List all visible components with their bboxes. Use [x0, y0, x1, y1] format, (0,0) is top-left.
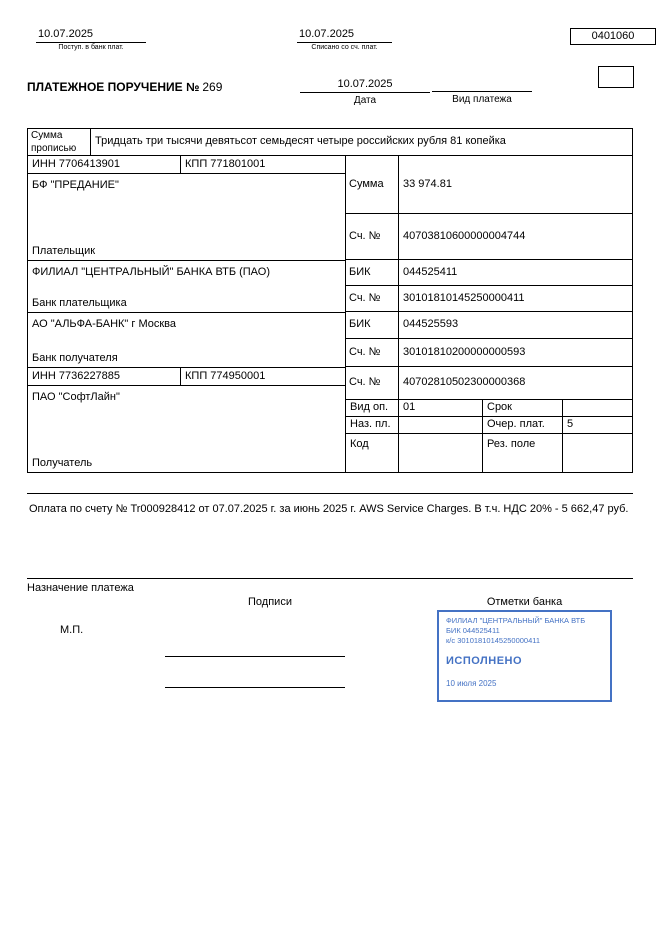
payer-bank-caption: Банк плательщика	[32, 296, 127, 309]
code-value	[399, 434, 483, 472]
payee-bank-cell	[28, 313, 345, 368]
payer-kpp: КПП 771801001	[185, 158, 266, 170]
bank-stamp	[437, 610, 612, 702]
received-date-field	[36, 28, 146, 53]
payee-account-label: Сч. №	[346, 367, 399, 399]
payee-caption: Получатель	[32, 456, 93, 469]
amount-in-words-label	[28, 129, 91, 155]
payment-kind-field	[432, 78, 532, 106]
bank-marks-caption: Отметки банка	[486, 596, 563, 608]
payee-bank-bik-label: БИК	[346, 312, 399, 338]
reserve-value	[563, 434, 632, 472]
purpose-text-block	[27, 493, 633, 518]
payer-bank-bik-row	[346, 260, 632, 286]
signature-line-2	[165, 687, 345, 688]
signatures-caption: Подписи	[248, 596, 292, 608]
debited-date-caption: Списано со сч. плат.	[311, 44, 378, 52]
amount-in-words-label-line2: прописью	[31, 142, 77, 154]
payer-inn: ИНН 7706413901	[28, 156, 181, 173]
purpose-code-value	[399, 417, 483, 433]
right-column	[346, 156, 632, 472]
purpose-text: Оплата по счету № Tr000928412 от 07.07.2025 г. за июнь 2025 г. AWS Service Charges. В т.ч. НДС 20% - 5 662,47 руб.	[29, 503, 629, 515]
title-date: 10.07.2025	[300, 78, 430, 93]
purpose-caption: Назначение платежа	[27, 582, 134, 594]
payer-bank-name: ФИЛИАЛ "ЦЕНТРАЛЬНЫЙ" БАНКА ВТБ (ПАО)	[32, 266, 270, 278]
payee-inn-kpp-row	[28, 368, 345, 386]
reserve-label: Рез. поле	[483, 434, 563, 472]
payee-name: ПАО "СофтЛайн"	[32, 391, 120, 403]
received-date: 10.07.2025	[36, 28, 146, 43]
stamp-corr-account: к/с 30101810145250000411	[446, 636, 541, 646]
payee-cell	[28, 386, 345, 472]
payment-kind-caption: Вид платежа	[452, 94, 512, 105]
main-table	[27, 155, 633, 473]
stamp-status: ИСПОЛНЕНО	[446, 655, 523, 668]
signature-line-1	[165, 656, 345, 657]
amount-in-words-row	[27, 128, 633, 156]
payer-account-row	[346, 214, 632, 260]
left-column	[28, 156, 346, 472]
mp-caption: М.П.	[60, 624, 84, 636]
purpose-code-label: Наз. пл.	[346, 417, 399, 433]
payee-bank-caption: Банк получателя	[32, 351, 118, 364]
op-kind-row	[346, 400, 632, 417]
amount-row	[346, 156, 632, 214]
op-kind-label: Вид оп.	[346, 400, 399, 416]
amount-in-words-label-line1: Сумма	[31, 130, 63, 141]
form-code-box	[570, 28, 656, 45]
received-date-caption: Поступ. в банк плат.	[58, 44, 124, 52]
term-value	[563, 400, 632, 416]
payer-bank-bik-label: БИК	[346, 260, 399, 285]
form-code: 0401060	[591, 30, 635, 42]
payee-bank-account-row	[346, 339, 632, 367]
payer-bank-cell	[28, 261, 345, 313]
payment-kind-value	[432, 78, 532, 92]
priority-value: 5	[567, 418, 574, 430]
payee-account-value: 40702810502300000368	[403, 376, 526, 389]
title-empty-box	[598, 66, 634, 88]
priority-label: Очер. плат.	[483, 417, 563, 433]
priority-row	[346, 417, 632, 434]
stamp-date: 10 июля 2025	[446, 678, 497, 688]
term-label: Срок	[483, 400, 563, 416]
payer-caption: Плательщик	[32, 244, 96, 257]
debited-date-field	[297, 28, 392, 53]
payee-account-row	[346, 367, 632, 400]
payer-cell	[28, 174, 345, 261]
debited-date: 10.07.2025	[297, 28, 392, 43]
payee-bank-name: АО "АЛЬФА-БАНК" г Москва	[32, 318, 176, 330]
payee-bank-account-value: 30101810200000000593	[403, 345, 526, 358]
document-number: 269	[202, 80, 223, 94]
payer-bank-account-value: 30101810145250000411	[403, 291, 525, 304]
title-date-field	[300, 78, 430, 107]
payee-kpp: КПП 774950001	[185, 370, 266, 382]
payee-bank-bik-row	[346, 312, 632, 339]
document-title	[27, 80, 222, 94]
payer-name: БФ "ПРЕДАНИЕ"	[32, 179, 119, 191]
payer-inn-kpp-row	[28, 156, 345, 174]
amount-in-words-value: Тридцать три тысячи девятьсот семьдесят четыре российских рубля 81 копейка	[95, 135, 506, 148]
title-date-caption: Дата	[353, 95, 377, 107]
payer-bank-bik-value: 044525411	[403, 265, 458, 278]
code-row	[346, 434, 632, 472]
payee-inn: ИНН 7736227885	[28, 368, 181, 385]
payer-account-label: Сч. №	[346, 214, 399, 259]
code-label: Код	[346, 434, 399, 472]
payee-bank-account-label: Сч. №	[346, 339, 399, 366]
stamp-bik: БИК 044525411	[446, 626, 500, 636]
amount-label: Сумма	[346, 156, 399, 213]
payer-bank-account-row	[346, 286, 632, 312]
amount-value: 33 974.81	[403, 177, 452, 190]
payer-account-value: 40703810600000004744	[403, 229, 526, 242]
payer-bank-account-label: Сч. №	[346, 286, 399, 311]
document-title-label: ПЛАТЕЖНОЕ ПОРУЧЕНИЕ №	[27, 80, 200, 94]
payee-bank-bik-value: 044525593	[403, 318, 459, 331]
purpose-caption-line	[27, 578, 633, 595]
op-kind-value: 01	[399, 400, 483, 416]
stamp-bank-name: ФИЛИАЛ "ЦЕНТРАЛЬНЫЙ" БАНКА ВТБ	[446, 616, 586, 625]
